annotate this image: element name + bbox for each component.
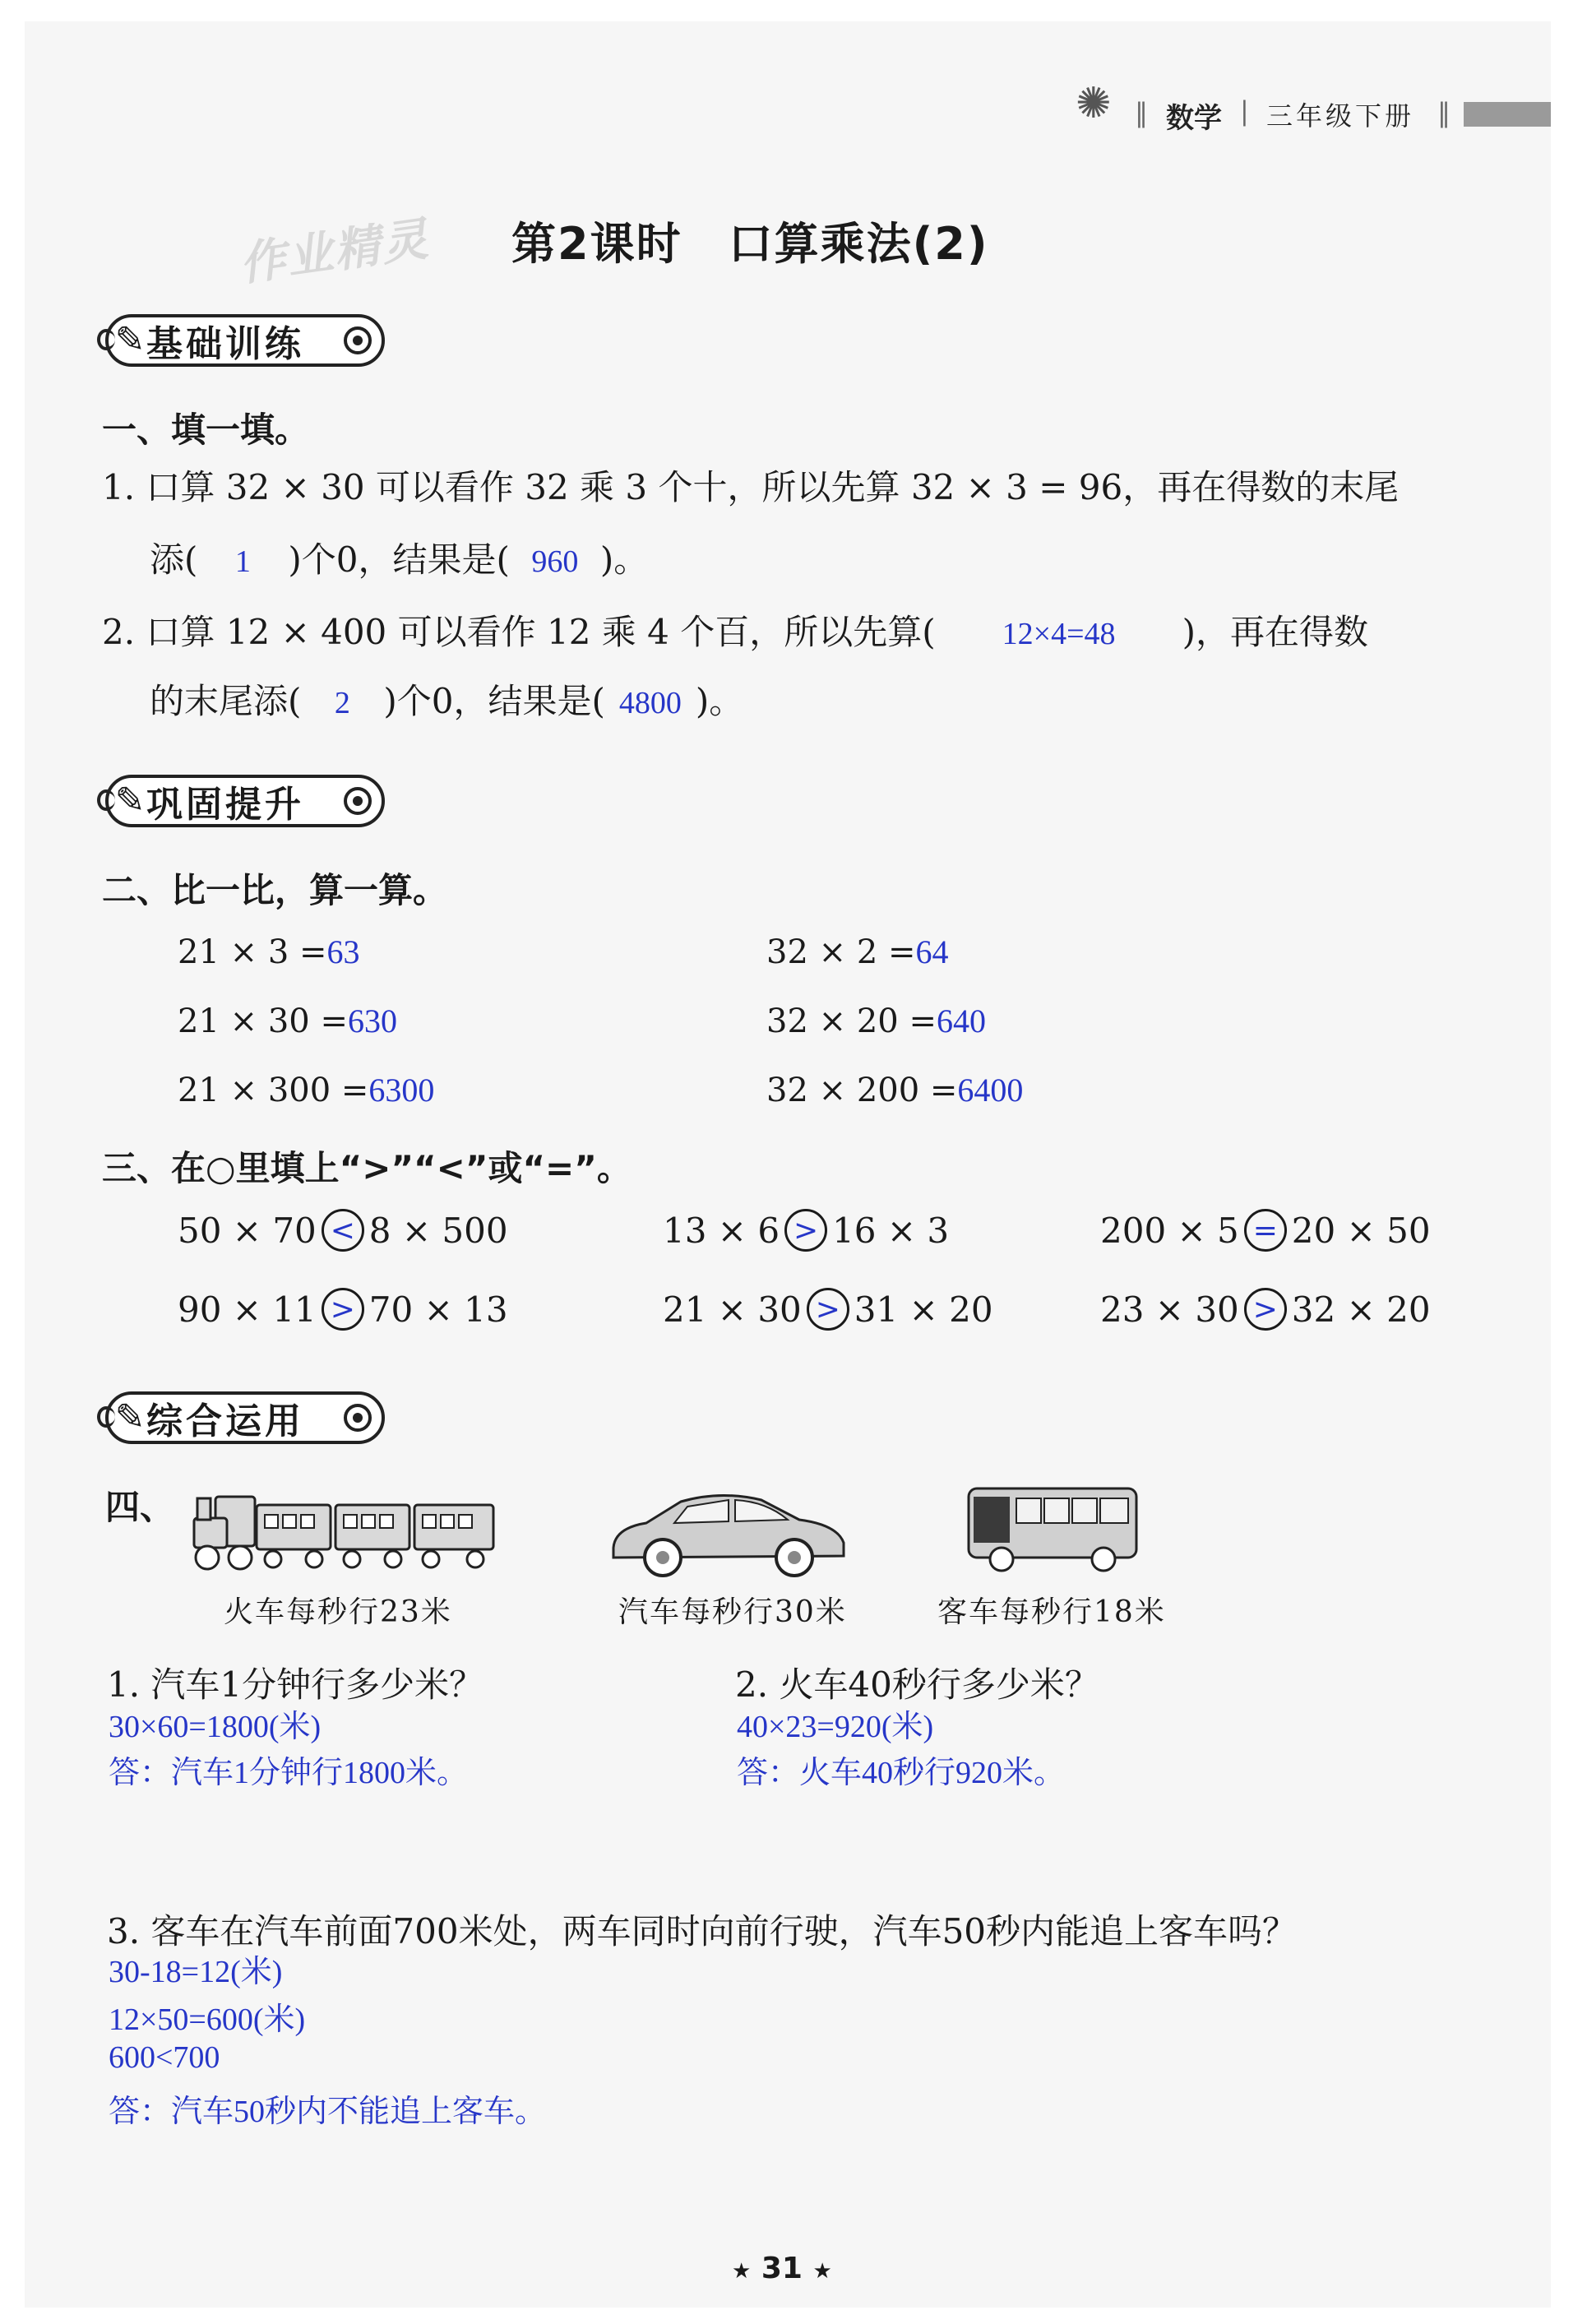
header-divider-right: ‖ [1437, 97, 1451, 128]
wp1-answer: 答：汽车1分钟行1800米。 [109, 1756, 469, 1790]
q2-answer-calc: 12×4=48 [1002, 617, 1116, 651]
wp2-work: 40×23=920(米) [737, 1710, 934, 1744]
page-number: ★ 31 ★ [732, 2252, 832, 2285]
q2-answer-result: 4800 [618, 686, 682, 720]
compare-circle: > [322, 1288, 364, 1331]
compare-circle: = [1244, 1209, 1287, 1252]
pencil-icon: ✎ [114, 1396, 146, 1438]
q2-line1: 2. 口算 12 × 400 可以看作 12 乘 4 个百，所以先算( 12×4=48 )，再在得数 [102, 612, 1368, 652]
header-divider-left: ‖ [1135, 97, 1148, 128]
q1-line1: 1. 口算 32 × 30 可以看作 32 乘 3 个十，所以先算 32 × 3 = 96，再在得数的末尾 [102, 467, 1400, 507]
part4-heading: 四、 [105, 1487, 175, 1527]
word-problem-2: 2. 火车40秒行多少米？ [735, 1664, 1099, 1705]
banner-label: 综合运用 [146, 1400, 304, 1442]
q1-line2: 添( 1 )个0，结果是( 960 )。 [150, 539, 649, 580]
part2-heading: 二、比一比，算一算。 [102, 870, 448, 910]
ring-icon [344, 1404, 372, 1432]
section-banner-apply [105, 1391, 385, 1444]
q1-answer-zeros: 1 [234, 544, 251, 579]
calc-row: 32 × 20 =640 [766, 1002, 986, 1040]
pencil-icon: ✎ [114, 780, 146, 822]
watermark: 作业精灵 [236, 212, 433, 292]
caption-bus: 客车每秒行18米 [937, 1595, 1166, 1629]
car-illustration [605, 1482, 852, 1581]
part1-heading: 一、填一填。 [102, 410, 310, 450]
banner-label: 基础训练 [146, 323, 304, 365]
header-separator: | [1240, 95, 1249, 127]
wp3-work: 600<700 [109, 2040, 220, 2075]
compare-item: 90 × 11 > 70 × 13 [178, 1289, 508, 1330]
compare-item: 13 × 6 > 16 × 3 [663, 1210, 950, 1251]
compare-item: 50 × 70 < 8 × 500 [178, 1210, 508, 1251]
compare-circle: > [1244, 1288, 1287, 1331]
part3-heading: 三、在○里填上“>”“<”或“=”。 [102, 1148, 632, 1188]
compare-item: 21 × 30 > 31 × 20 [663, 1289, 993, 1330]
compare-circle: < [322, 1209, 364, 1252]
q2-answer-zeros: 2 [334, 686, 350, 720]
word-problem-1: 1. 汽车1分钟行多少米？ [107, 1664, 484, 1705]
train-illustration [183, 1480, 503, 1579]
calc-row: 32 × 200 =6400 [766, 1072, 1024, 1109]
banner-label: 巩固提升 [146, 784, 304, 826]
sun-icon: ✺ [1076, 79, 1112, 128]
section-banner-consolidate [105, 775, 385, 827]
header-grade: 三年级下册 [1266, 100, 1415, 132]
header-grey-bar [1464, 102, 1551, 127]
star-icon: ★ [812, 2259, 832, 2284]
q2-line2: 的末尾添( 2 )个0，结果是( 4800 )。 [150, 681, 744, 721]
word-problem-3: 3. 客车在汽车前面700米处，两车同时向前行驶，汽车50秒内能追上客车吗？ [107, 1911, 1298, 1951]
compare-item: 23 × 30 > 32 × 20 [1100, 1289, 1431, 1330]
bus-illustration [962, 1480, 1143, 1579]
section-banner-basic [105, 314, 385, 367]
calc-row: 21 × 3 =63 [178, 933, 360, 971]
ring-icon [344, 326, 372, 354]
wp3-work: 30-18=12(米) [109, 1955, 283, 1989]
header-subject: 数学 [1166, 102, 1222, 135]
pencil-icon: ✎ [114, 319, 146, 361]
wp1-work: 30×60=1800(米) [109, 1710, 322, 1744]
compare-circle: > [784, 1209, 827, 1252]
caption-car: 汽车每秒行30米 [618, 1595, 847, 1629]
caption-train: 火车每秒行23米 [224, 1595, 452, 1629]
calc-row: 21 × 30 =630 [178, 1002, 397, 1040]
star-icon: ★ [732, 2259, 752, 2284]
q1-answer-result: 960 [531, 544, 579, 579]
compare-circle: > [807, 1288, 849, 1331]
wp3-answer: 答：汽车50秒内不能追上客车。 [109, 2095, 547, 2129]
wp2-answer: 答：火车40秒行920米。 [737, 1756, 1066, 1790]
ring-icon [344, 787, 372, 815]
wp3-work: 12×50=600(米) [109, 2002, 306, 2037]
calc-row: 32 × 2 =64 [766, 933, 949, 971]
compare-item: 200 × 5 = 20 × 50 [1100, 1210, 1431, 1251]
page-title: 第2课时 口算乘法(2) [511, 218, 989, 270]
calc-row: 21 × 300 =6300 [178, 1072, 435, 1109]
